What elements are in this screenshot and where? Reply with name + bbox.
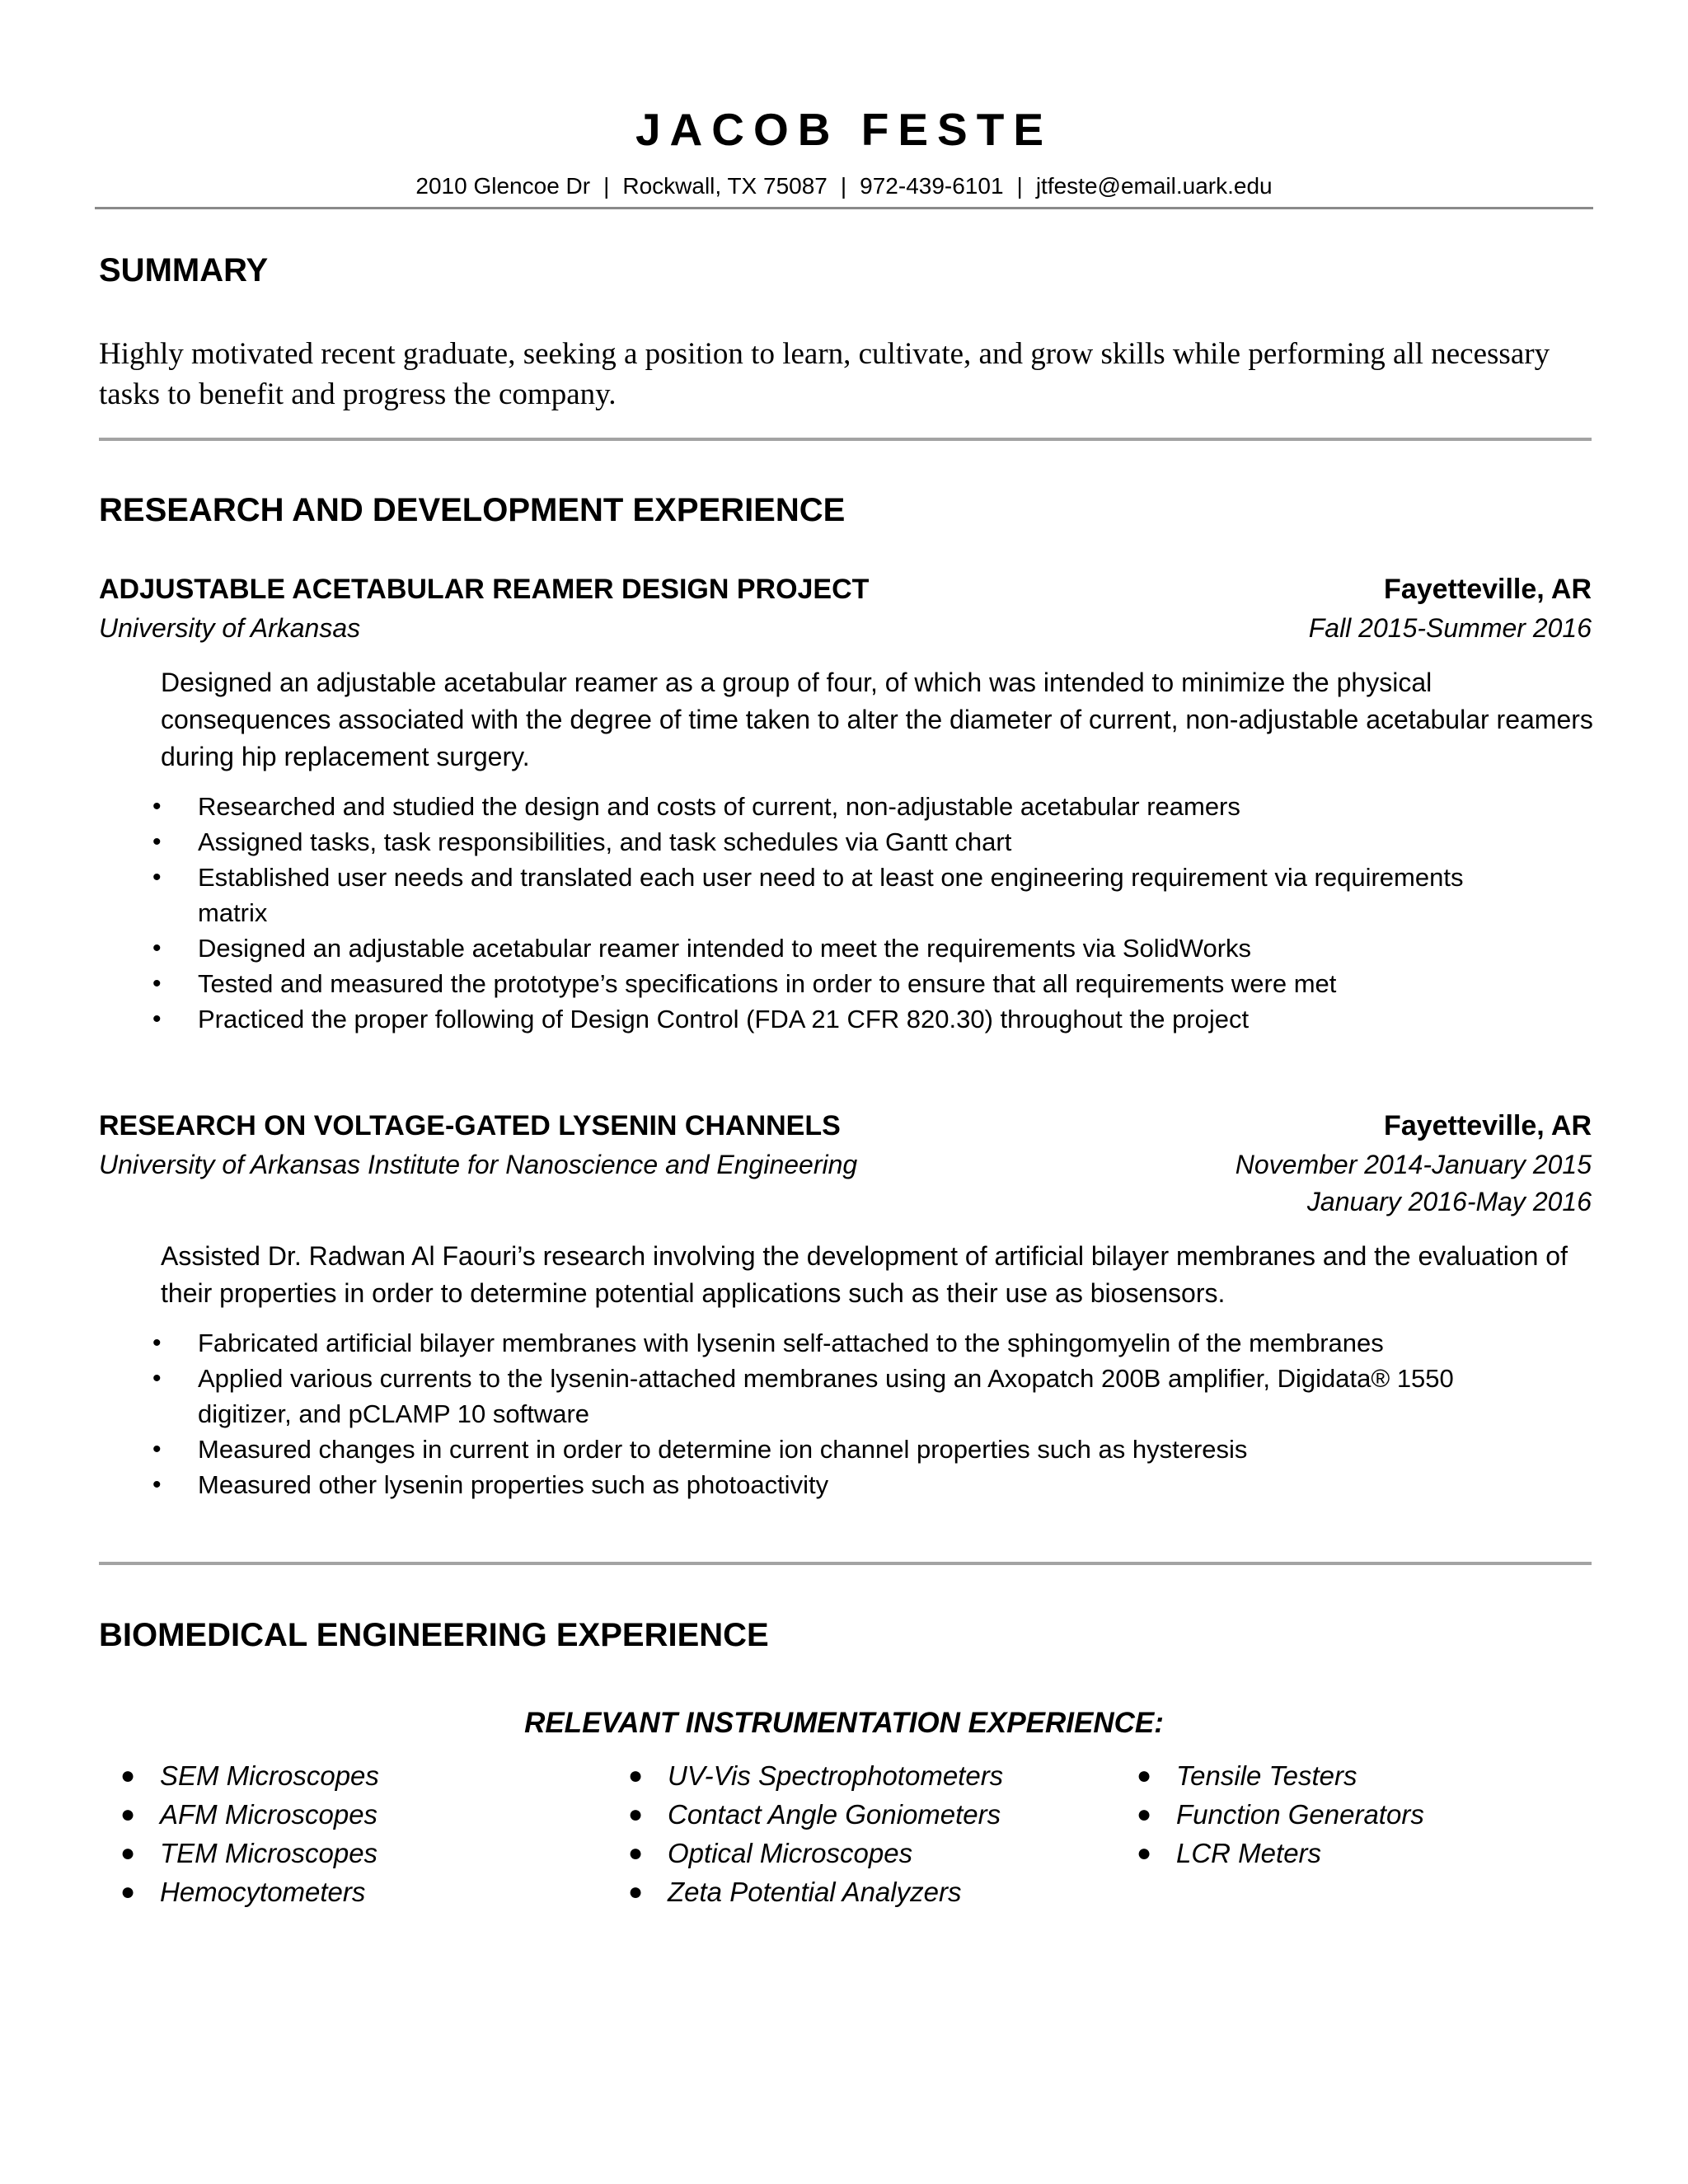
instrumentation-heading: RELEVANT INSTRUMENTATION EXPERIENCE:	[524, 1707, 1164, 1739]
instrument-list-column-1	[109, 1756, 379, 1911]
instrument-list-column-3	[1125, 1756, 1424, 1872]
list-item-text: TEM Microscopes	[160, 1838, 378, 1868]
bullet-icon: ●	[120, 1878, 136, 1905]
summary-heading: SUMMARY	[99, 252, 269, 288]
list-item	[0, 930, 1533, 966]
list-item	[0, 966, 1533, 1001]
bullet-icon: •	[152, 1365, 162, 1392]
header-divider	[95, 207, 1593, 209]
bullet-icon: •	[152, 1005, 162, 1033]
bullet-icon: •	[152, 1436, 162, 1463]
list-item-text: Optical Microscopes	[668, 1838, 913, 1868]
list-item-text: Designed an adjustable acetabular reamer intended to meet the requirements via SolidWorks	[198, 934, 1252, 963]
list-item	[1125, 1795, 1424, 1834]
entry-location: Fayetteville, AR	[1384, 1110, 1592, 1141]
list-item	[109, 1834, 379, 1872]
contact-phone: 972-439-6101	[860, 173, 1004, 199]
list-item-text: Measured changes in current in order to determine ion channel properties such as hysteresis	[198, 1435, 1248, 1464]
entry-dates: January 2016-May 2016	[1306, 1187, 1592, 1216]
list-item	[617, 1872, 1003, 1911]
contact-email[interactable]: jtfeste@email.uark.edu	[1035, 173, 1273, 199]
list-item-text: Hemocytometers	[160, 1877, 366, 1907]
list-item	[0, 1325, 1533, 1361]
list-item	[1125, 1756, 1424, 1795]
list-item	[109, 1872, 379, 1911]
list-item	[0, 1467, 1533, 1502]
bullet-icon: •	[152, 970, 162, 997]
list-item	[0, 824, 1533, 860]
bullet-icon: ●	[120, 1801, 136, 1828]
list-item	[0, 1432, 1533, 1467]
list-item-text: Assigned tasks, task responsibilities, and task schedules via Gantt chart	[198, 827, 1012, 856]
entry-title: ADJUSTABLE ACETABULAR REAMER DESIGN PROJECT	[99, 574, 870, 605]
list-item-text: UV-Vis Spectrophotometers	[668, 1760, 1004, 1791]
entry-description: Designed an adjustable acetabular reamer as a group of four, of which was intended to minimize the physical consequences associated with the degree of time taken to alter the diameter of current, non-adjustable acetabular reamers during hip replacement surgery.	[161, 668, 1593, 771]
list-item-text: AFM Microscopes	[160, 1799, 378, 1830]
bullet-icon: ●	[628, 1840, 644, 1867]
list-item-text: Measured other lysenin properties such as photoactivity	[198, 1470, 829, 1499]
list-item-text: Function Generators	[1176, 1799, 1424, 1830]
list-item	[0, 860, 1533, 930]
entry-dates: November 2014-January 2015	[1235, 1150, 1592, 1179]
bullet-icon: ●	[1137, 1762, 1152, 1789]
contact-separator: |	[1016, 173, 1023, 199]
list-item-text: Zeta Potential Analyzers	[668, 1877, 962, 1907]
entry-description: Assisted Dr. Radwan Al Faouri’s research involving the development of artificial bilayer membranes and the evaluation of their properties in order to determine potential applications such as their use as biosensors.	[161, 1241, 1568, 1308]
bullet-icon: ●	[628, 1878, 644, 1905]
section-divider	[99, 1562, 1592, 1565]
contact-line	[0, 171, 1688, 201]
bullet-icon: ●	[628, 1801, 644, 1828]
list-item-text: Tensile Testers	[1176, 1760, 1357, 1791]
bullet-icon: •	[152, 864, 162, 891]
entry-bullet-list	[0, 1325, 1566, 1502]
list-item	[109, 1795, 379, 1834]
bullet-icon: •	[152, 1329, 162, 1357]
bullet-icon: ●	[120, 1762, 136, 1789]
contact-separator: |	[603, 173, 610, 199]
list-item-text: SEM Microscopes	[160, 1760, 379, 1791]
bullet-icon: ●	[1137, 1840, 1152, 1867]
entry-location: Fayetteville, AR	[1384, 574, 1592, 605]
list-item	[617, 1834, 1003, 1872]
bullet-icon: •	[152, 828, 162, 855]
list-item-text: Tested and measured the prototype’s specifications in order to ensure that all requirements were met	[198, 969, 1337, 998]
entry-bullet-list	[0, 789, 1566, 1037]
list-item	[617, 1756, 1003, 1795]
bullet-icon: •	[152, 1471, 162, 1498]
bullet-icon: ●	[628, 1762, 644, 1789]
biomedical-heading: BIOMEDICAL ENGINEERING EXPERIENCE	[99, 1617, 769, 1653]
list-item-text: Contact Angle Goniometers	[668, 1799, 1001, 1830]
section-divider	[99, 438, 1592, 441]
entry-organization: University of Arkansas Institute for Nanoscience and Engineering	[99, 1150, 858, 1179]
list-item-text: Fabricated artificial bilayer membranes with lysenin self-attached to the sphingomyelin of the membranes	[198, 1329, 1384, 1357]
list-item-text: Established user needs and translated each user need to at least one engineering requirement via requirements matrix	[198, 863, 1464, 927]
entry-organization: University of Arkansas	[99, 613, 361, 643]
summary-text: Highly motivated recent graduate, seeking a position to learn, cultivate, and grow skills while performing all necessary tasks to benefit and progress the company.	[99, 337, 1550, 411]
list-item-text: Applied various currents to the lysenin-attached membranes using an Axopatch 200B amplifier, Digidata® 1550 digitizer, and pCLAMP 10 software	[198, 1364, 1454, 1428]
bullet-icon: ●	[120, 1840, 136, 1867]
research-heading: RESEARCH AND DEVELOPMENT EXPERIENCE	[99, 492, 846, 528]
list-item	[0, 1361, 1533, 1432]
list-item-text: Practiced the proper following of Design Control (FDA 21 CFR 820.30) throughout the project	[198, 1005, 1250, 1033]
entry-dates: Fall 2015-Summer 2016	[1308, 613, 1592, 643]
list-item	[0, 1001, 1533, 1037]
list-item	[109, 1756, 379, 1795]
bullet-icon: •	[152, 793, 162, 820]
list-item-text: Researched and studied the design and costs of current, non-adjustable acetabular reamers	[198, 792, 1240, 821]
list-item	[1125, 1834, 1424, 1872]
list-item-text: LCR Meters	[1176, 1838, 1322, 1868]
contact-separator: |	[840, 173, 847, 199]
candidate-name: JACOB FESTE	[635, 104, 1053, 155]
bullet-icon: •	[152, 935, 162, 962]
bullet-icon: ●	[1137, 1801, 1152, 1828]
contact-address: 2010 Glencoe Dr	[415, 173, 591, 199]
list-item	[0, 789, 1533, 824]
entry-title: RESEARCH ON VOLTAGE-GATED LYSENIN CHANNELS	[99, 1110, 841, 1141]
instrument-list-column-2	[617, 1756, 1003, 1911]
list-item	[617, 1795, 1003, 1834]
contact-city: Rockwall, TX 75087	[622, 173, 828, 199]
